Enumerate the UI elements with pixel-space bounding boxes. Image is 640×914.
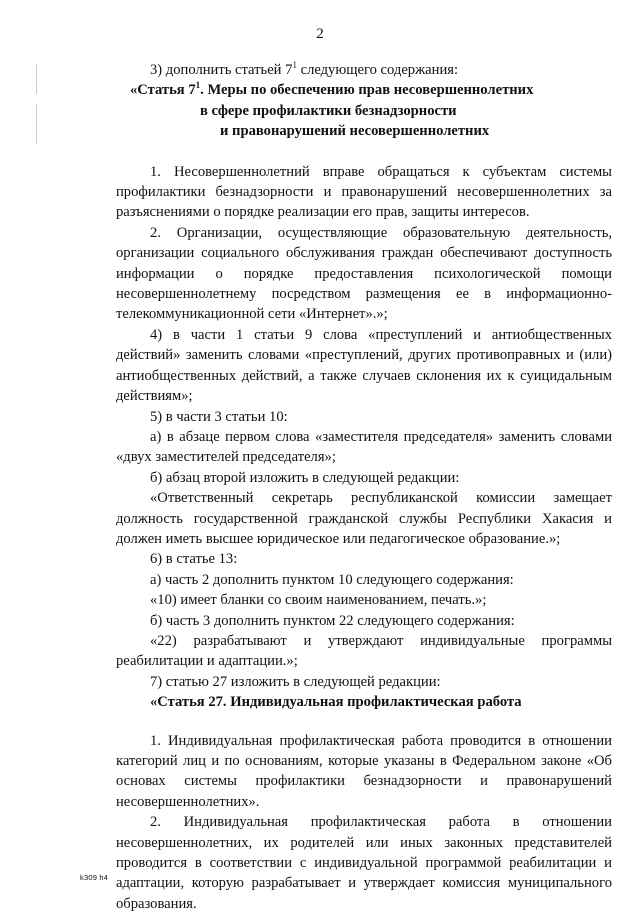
item-4: 4) в части 1 статьи 9 слова «преступлений и антиобщественных действий» заменить словами «преступлений, других противоправных и (или) антиобщественных действий, а также случаев склонения их к суицидальным действиям»; bbox=[116, 326, 612, 405]
intro-superscript: 1 bbox=[292, 60, 297, 71]
item-6b: б) часть 3 дополнить пунктом 22 следующего содержания: bbox=[150, 612, 515, 629]
page-number: 2 bbox=[316, 26, 324, 42]
scan-margin-line bbox=[36, 64, 37, 94]
item-5b-text: «Ответственный секретарь республиканской комиссии замещает должность государственной гражданской службы Республики Хакасия и должен иметь высшее юридическое или педагогическое образование.»; bbox=[116, 490, 612, 547]
spacer bbox=[116, 142, 612, 162]
document-body bbox=[116, 60, 612, 914]
item-6: 6) в статье 13: bbox=[150, 551, 238, 568]
item-7: 7) статью 27 изложить в следующей редакции: bbox=[150, 673, 441, 690]
footer-document-code: k309 h4 bbox=[80, 873, 109, 882]
article-27-heading: «Статья 27. Индивидуальная профилактическая работа bbox=[150, 694, 522, 711]
heading-line-3: и правонарушений несовершеннолетних bbox=[220, 123, 490, 140]
scan-margin-line bbox=[36, 104, 37, 144]
intro-line bbox=[116, 60, 612, 80]
article-27-paragraph-2: 2. Индивидуальная профилактическая работа в отношении несовершеннолетних, их родителей или иных законных представителей проводится в соответствии с индивидуальной программой реабилитации и адаптации, которую разрабатывает и утверждает комиссия муниципального образования. bbox=[116, 814, 612, 912]
item-5b: б) абзац второй изложить в следующей редакции: bbox=[150, 469, 460, 486]
item-6b-text: «22) разрабатывают и утверждают индивидуальные программы реабилитации и адаптации.»; bbox=[116, 632, 612, 670]
article-27-paragraph-1: 1. Индивидуальная профилактическая работа проводится в отношении категорий лиц и по основаниям, которые указаны в Федеральном законе «Об основах системы профилактики безнадзорности и правонарушений несовершеннолетних». bbox=[116, 732, 612, 810]
heading-rest: . Меры по обеспечению прав несовершеннолетних bbox=[200, 82, 534, 99]
item-6a-text: «10) имеет бланки со своим наименованием, печать.»; bbox=[150, 592, 487, 609]
article-7-1-paragraph-2: 2. Организации, осуществляющие образовательную деятельность, организации социального обслуживания граждан обеспечивают доступность информации о порядке предоставления психологической помощи несовершеннолетнему посредством размещения ее в информационно-телекоммуникационной сети «Интернет».»; bbox=[116, 224, 612, 323]
item-5: 5) в части 3 статьи 10: bbox=[150, 408, 288, 425]
article-7-1-paragraph-1: 1. Несовершеннолетний вправе обращаться к субъектам системы профилактики безнадзорности и правонарушений несовершеннолетних за разъяснениями о порядке реализации его прав, защиты интересов. bbox=[116, 163, 612, 221]
article-7-1-heading bbox=[116, 80, 612, 141]
item-5a: а) в абзаце первом слова «заместителя председателя» заменить словами «двух заместителей председателя»; bbox=[116, 428, 612, 466]
heading-line-1 bbox=[116, 80, 612, 100]
intro-text-end: следующего содержания: bbox=[296, 62, 459, 78]
spacer bbox=[116, 713, 612, 731]
item-6a: а) часть 2 дополнить пунктом 10 следующего содержания: bbox=[150, 571, 514, 588]
heading-prefix: «Статья 7 bbox=[130, 82, 196, 99]
intro-text: 3) дополнить статьей 7 bbox=[150, 62, 293, 78]
heading-superscript: 1 bbox=[195, 80, 201, 91]
heading-line-2: в сфере профилактики безнадзорности bbox=[200, 102, 457, 119]
